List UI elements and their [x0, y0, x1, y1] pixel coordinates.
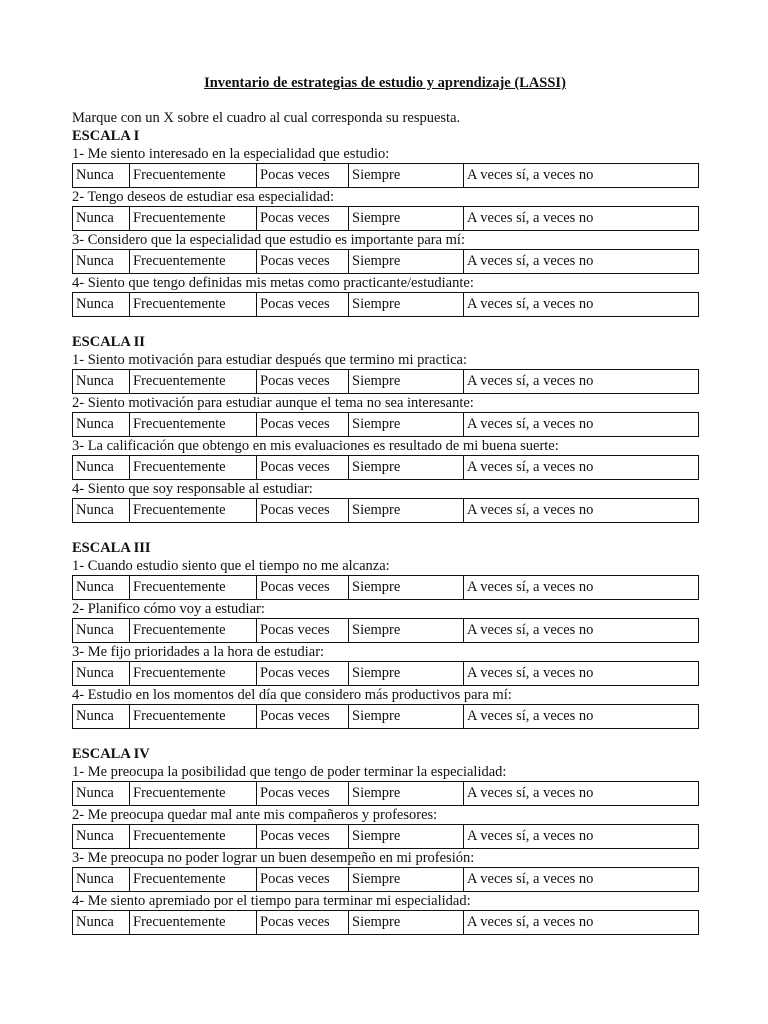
answer-option-cell[interactable]: Frecuentemente: [130, 825, 257, 849]
answer-options-row: [73, 370, 699, 394]
scale-section: [72, 128, 698, 317]
answer-option-cell[interactable]: Nunca: [73, 662, 130, 686]
scale-section: [72, 540, 698, 729]
answer-option-cell[interactable]: Siempre: [349, 662, 464, 686]
answer-options-table: [72, 704, 699, 729]
scales-container: [72, 128, 698, 935]
answer-option-cell[interactable]: Pocas veces: [257, 705, 349, 729]
scale-title: ESCALA II: [72, 334, 145, 350]
answer-option-cell[interactable]: A veces sí, a veces no: [464, 499, 699, 523]
answer-option-cell[interactable]: Pocas veces: [257, 499, 349, 523]
answer-option-cell[interactable]: Pocas veces: [257, 662, 349, 686]
answer-option-cell[interactable]: Nunca: [73, 164, 130, 188]
answer-options-table: [72, 824, 699, 849]
answer-option-cell[interactable]: Siempre: [349, 705, 464, 729]
answer-option-cell[interactable]: A veces sí, a veces no: [464, 164, 699, 188]
answer-option-cell[interactable]: Pocas veces: [257, 456, 349, 480]
answer-options-row: [73, 576, 699, 600]
answer-options-table: [72, 910, 699, 935]
answer-option-cell[interactable]: Frecuentemente: [130, 164, 257, 188]
answer-option-cell[interactable]: Nunca: [73, 576, 130, 600]
answer-option-cell[interactable]: Nunca: [73, 825, 130, 849]
answer-option-cell[interactable]: Pocas veces: [257, 911, 349, 935]
answer-option-cell[interactable]: Frecuentemente: [130, 370, 257, 394]
scale-section: [72, 334, 698, 523]
answer-options-table: [72, 369, 699, 394]
answer-options-row: [73, 705, 699, 729]
answer-option-cell[interactable]: A veces sí, a veces no: [464, 825, 699, 849]
answer-option-cell[interactable]: Siempre: [349, 456, 464, 480]
answer-option-cell[interactable]: A veces sí, a veces no: [464, 705, 699, 729]
answer-option-cell[interactable]: Frecuentemente: [130, 662, 257, 686]
answer-option-cell[interactable]: Nunca: [73, 499, 130, 523]
answer-option-cell[interactable]: Frecuentemente: [130, 250, 257, 274]
answer-option-cell[interactable]: Nunca: [73, 413, 130, 437]
answer-option-cell[interactable]: Siempre: [349, 868, 464, 892]
answer-option-cell[interactable]: Siempre: [349, 825, 464, 849]
answer-options-row: [73, 911, 699, 935]
answer-option-cell[interactable]: A veces sí, a veces no: [464, 662, 699, 686]
question-text: 1- Me preocupa la posibilidad que tengo de poder terminar la especialidad:: [72, 764, 507, 780]
answer-option-cell[interactable]: A veces sí, a veces no: [464, 250, 699, 274]
answer-option-cell[interactable]: Nunca: [73, 782, 130, 806]
answer-option-cell[interactable]: Pocas veces: [257, 413, 349, 437]
answer-option-cell[interactable]: A veces sí, a veces no: [464, 413, 699, 437]
answer-option-cell[interactable]: Siempre: [349, 911, 464, 935]
answer-option-cell[interactable]: Nunca: [73, 705, 130, 729]
answer-options-table: [72, 292, 699, 317]
question-text: 1- Me siento interesado en la especialidad que estudio:: [72, 146, 390, 162]
answer-option-cell[interactable]: Siempre: [349, 413, 464, 437]
question-text: 4- Siento que tengo definidas mis metas como practicante/estudiante:: [72, 275, 474, 291]
answer-option-cell[interactable]: Nunca: [73, 250, 130, 274]
answer-option-cell[interactable]: A veces sí, a veces no: [464, 207, 699, 231]
answer-options-table: [72, 618, 699, 643]
answer-option-cell[interactable]: Nunca: [73, 911, 130, 935]
answer-options-row: [73, 250, 699, 274]
question-text: 2- Planifico cómo voy a estudiar:: [72, 601, 265, 617]
answer-options-row: [73, 499, 699, 523]
question-text: 1- Cuando estudio siento que el tiempo no me alcanza:: [72, 558, 390, 574]
answer-option-cell[interactable]: Pocas veces: [257, 293, 349, 317]
answer-option-cell[interactable]: Frecuentemente: [130, 499, 257, 523]
question-text: 3- Me fijo prioridades a la hora de estudiar:: [72, 644, 325, 660]
answer-options-table: [72, 661, 699, 686]
answer-option-cell[interactable]: Nunca: [73, 868, 130, 892]
question-text: 3- La calificación que obtengo en mis evaluaciones es resultado de mi buena suerte:: [72, 438, 559, 454]
answer-option-cell[interactable]: A veces sí, a veces no: [464, 576, 699, 600]
answer-option-cell[interactable]: Siempre: [349, 619, 464, 643]
answer-option-cell[interactable]: Siempre: [349, 782, 464, 806]
answer-option-cell[interactable]: Pocas veces: [257, 868, 349, 892]
question-text: 1- Siento motivación para estudiar después que termino mi practica:: [72, 352, 468, 368]
answer-option-cell[interactable]: Siempre: [349, 370, 464, 394]
answer-options-table: [72, 781, 699, 806]
answer-option-cell[interactable]: A veces sí, a veces no: [464, 456, 699, 480]
question-text: 3- Me preocupa no poder lograr un buen desempeño en mi profesión:: [72, 850, 475, 866]
answer-option-cell[interactable]: Frecuentemente: [130, 413, 257, 437]
answer-option-cell[interactable]: Frecuentemente: [130, 576, 257, 600]
answer-option-cell[interactable]: Siempre: [349, 164, 464, 188]
answer-option-cell[interactable]: Frecuentemente: [130, 619, 257, 643]
document-page: [72, 72, 698, 935]
scale-section: [72, 746, 698, 935]
question-text: 4- Siento que soy responsable al estudiar:: [72, 481, 313, 497]
answer-option-cell[interactable]: Frecuentemente: [130, 782, 257, 806]
answer-option-cell[interactable]: Nunca: [73, 456, 130, 480]
answer-option-cell[interactable]: Nunca: [73, 619, 130, 643]
answer-option-cell[interactable]: Pocas veces: [257, 370, 349, 394]
answer-options-table: [72, 412, 699, 437]
answer-option-cell[interactable]: Siempre: [349, 576, 464, 600]
answer-options-row: [73, 164, 699, 188]
answer-options-row: [73, 293, 699, 317]
answer-option-cell[interactable]: Pocas veces: [257, 825, 349, 849]
answer-option-cell[interactable]: A veces sí, a veces no: [464, 782, 699, 806]
answer-options-table: [72, 867, 699, 892]
answer-options-table: [72, 498, 699, 523]
answer-option-cell[interactable]: Pocas veces: [257, 576, 349, 600]
answer-options-table: [72, 455, 699, 480]
answer-option-cell[interactable]: Frecuentemente: [130, 868, 257, 892]
answer-option-cell[interactable]: Frecuentemente: [130, 207, 257, 231]
answer-option-cell[interactable]: Siempre: [349, 499, 464, 523]
answer-option-cell[interactable]: A veces sí, a veces no: [464, 868, 699, 892]
question-text: 4- Estudio en los momentos del día que considero más productivos para mí:: [72, 687, 512, 703]
scale-title: ESCALA I: [72, 128, 140, 144]
instructions-text: Marque con un X sobre el cuadro al cual corresponda su respuesta.: [72, 110, 461, 126]
answer-option-cell[interactable]: Nunca: [73, 370, 130, 394]
answer-option-cell[interactable]: Pocas veces: [257, 207, 349, 231]
answer-option-cell[interactable]: Nunca: [73, 207, 130, 231]
answer-option-cell[interactable]: A veces sí, a veces no: [464, 619, 699, 643]
answer-options-row: [73, 782, 699, 806]
answer-option-cell[interactable]: Pocas veces: [257, 782, 349, 806]
scale-title: ESCALA IV: [72, 746, 150, 762]
answer-options-row: [73, 868, 699, 892]
question-text: 2- Me preocupa quedar mal ante mis compañeros y profesores:: [72, 807, 438, 823]
answer-option-cell[interactable]: Frecuentemente: [130, 293, 257, 317]
answer-option-cell[interactable]: Frecuentemente: [130, 911, 257, 935]
answer-option-cell[interactable]: Pocas veces: [257, 164, 349, 188]
answer-option-cell[interactable]: Nunca: [73, 293, 130, 317]
answer-option-cell[interactable]: A veces sí, a veces no: [464, 293, 699, 317]
answer-options-row: [73, 662, 699, 686]
question-text: 2- Siento motivación para estudiar aunque el tema no sea interesante:: [72, 395, 474, 411]
question-text: 3- Considero que la especialidad que estudio es importante para mí:: [72, 232, 465, 248]
document-title: Inventario de estrategias de estudio y aprendizaje (LASSI): [204, 75, 566, 91]
question-text: 2- Tengo deseos de estudiar esa especialidad:: [72, 189, 335, 205]
answer-options-row: [73, 207, 699, 231]
answer-option-cell[interactable]: Siempre: [349, 207, 464, 231]
question-text: 4- Me siento apremiado por el tiempo para terminar mi especialidad:: [72, 893, 471, 909]
answer-option-cell[interactable]: Siempre: [349, 250, 464, 274]
answer-option-cell[interactable]: Frecuentemente: [130, 456, 257, 480]
answer-option-cell[interactable]: A veces sí, a veces no: [464, 370, 699, 394]
answer-options-table: [72, 575, 699, 600]
answer-options-table: [72, 163, 699, 188]
answer-options-row: [73, 413, 699, 437]
answer-option-cell[interactable]: A veces sí, a veces no: [464, 911, 699, 935]
answer-options-table: [72, 249, 699, 274]
answer-option-cell[interactable]: Frecuentemente: [130, 705, 257, 729]
answer-option-cell[interactable]: Pocas veces: [257, 619, 349, 643]
answer-options-row: [73, 456, 699, 480]
answer-option-cell[interactable]: Pocas veces: [257, 250, 349, 274]
answer-options-row: [73, 825, 699, 849]
answer-options-row: [73, 619, 699, 643]
scale-title: ESCALA III: [72, 540, 151, 556]
answer-options-table: [72, 206, 699, 231]
answer-option-cell[interactable]: Siempre: [349, 293, 464, 317]
